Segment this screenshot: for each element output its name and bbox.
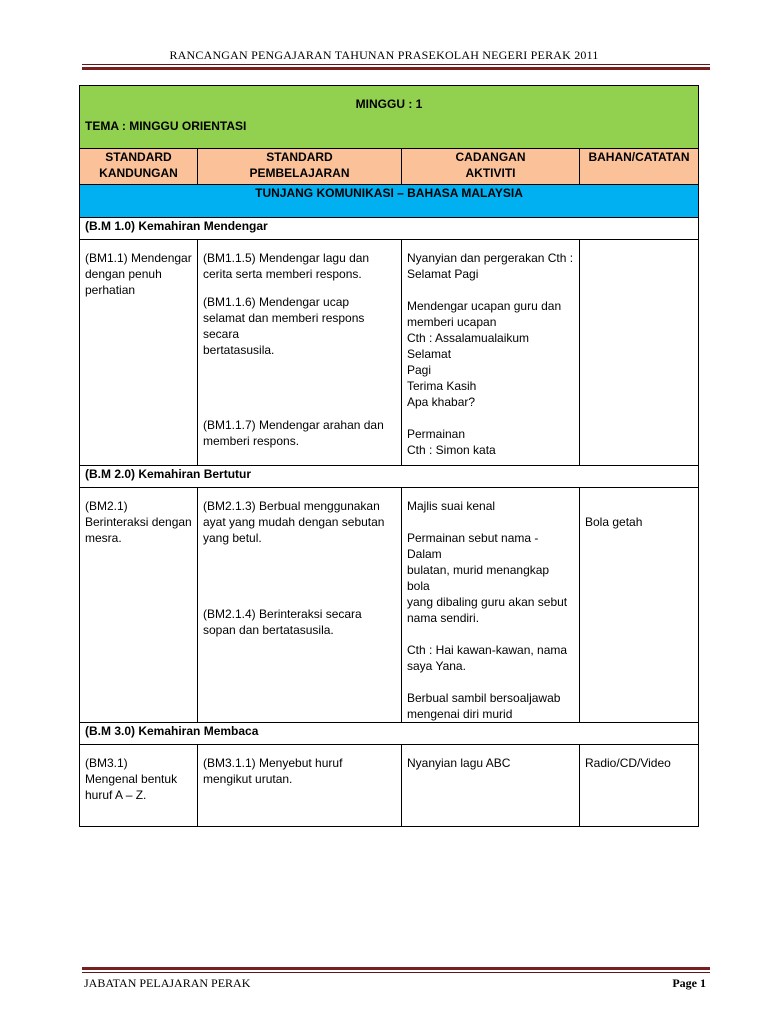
header-rule-thick: [82, 67, 710, 70]
aktiviti-cell: [402, 240, 580, 466]
bahan-text: Radio/CD/Video: [585, 756, 671, 770]
footer-page-number: Page 1: [672, 976, 706, 990]
aktiviti-cell: [402, 745, 580, 827]
week-cell: [80, 86, 699, 149]
pembelajaran-item: (BM2.1.4) Berinteraksi secara sopan dan bertatasusila.: [203, 607, 362, 637]
header-rule-thin: [82, 64, 710, 65]
skill-heading: (B.M 2.0) Kemahiran Bertutur: [80, 466, 699, 488]
content-row: [80, 240, 699, 466]
column-header-row: [80, 149, 699, 185]
aktiviti-item: Majlis suai kenal: [407, 499, 496, 513]
pembelajaran-cell: [198, 488, 402, 723]
week-row: [80, 86, 699, 149]
week-number: MINGGU : 1: [355, 97, 423, 111]
pembelajaran-item: (BM1.1.5) Mendengar lagu dan cerita serta memberi respons.: [203, 251, 370, 281]
pembelajaran-item: (BM2.1.3) Berbual menggunakan ayat yang mudah dengan sebutan yang betul.: [203, 499, 385, 545]
aktiviti-item: Permainan Cth : Simon kata: [407, 427, 496, 457]
kandungan-cell: (BM2.1) Berinteraksi dengan mesra.: [80, 488, 198, 723]
skill-heading-row: [80, 723, 699, 745]
aktiviti-item: Nyanyian dan pergerakan Cth : Selamat Pagi: [407, 251, 574, 281]
skill-heading: (B.M 3.0) Kemahiran Membaca: [80, 723, 699, 745]
bahan-text: Bola getah: [585, 515, 643, 529]
skill-heading-row: [80, 466, 699, 488]
aktiviti-item: Permainan sebut nama - Dalam bulatan, murid menangkap bola yang dibaling guru akan sebut nama sendiri.: [407, 531, 568, 625]
bahan-cell: [580, 745, 699, 827]
pembelajaran-item: (BM3.1.1) Menyebut huruf mengikut urutan.: [203, 756, 343, 786]
kandungan-cell: (BM1.1) Mendengar dengan penuh perhatian: [80, 240, 198, 466]
skill-heading-row: [80, 218, 699, 240]
content-row: [80, 745, 699, 827]
pembelajaran-cell: [198, 745, 402, 827]
pembelajaran-cell: [198, 240, 402, 466]
aktiviti-item: Mendengar ucapan guru dan memberi ucapan Cth : Assalamualaikum Selamat Pagi Terima Kasih Apa khabar?: [407, 299, 562, 409]
footer-rule-thin: [82, 972, 710, 973]
col-header-bahan-catatan: BAHAN/CATATAN: [580, 149, 699, 185]
col-header-standard-kandungan: STANDARD KANDUNGAN: [80, 149, 198, 185]
content-row: [80, 488, 699, 723]
aktiviti-cell: [402, 488, 580, 723]
skill-heading: (B.M 1.0) Kemahiran Mendengar: [80, 218, 699, 240]
col-header-cadangan-aktiviti: CADANGAN AKTIVITI: [402, 149, 580, 185]
lesson-plan-table: [79, 85, 699, 827]
theme-label: TEMA : MINGGU ORIENTASI: [85, 119, 247, 133]
footer-rule-thick: [82, 967, 710, 970]
kandungan-cell: (BM3.1) Mengenal bentuk huruf A – Z.: [80, 745, 198, 827]
tunjang-row: [80, 185, 699, 218]
tunjang-label: TUNJANG KOMUNIKASI – BAHASA MALAYSIA: [80, 185, 699, 218]
footer-department: JABATAN PELAJARAN PERAK: [84, 976, 251, 990]
bahan-cell: [580, 488, 699, 723]
pembelajaran-item: (BM1.1.6) Mendengar ucap selamat dan memberi respons secara bertatasusila.: [203, 295, 365, 357]
document-header-title: RANCANGAN PENGAJARAN TAHUNAN PRASEKOLAH NEGERI PERAK 2011: [169, 48, 599, 62]
bahan-cell: [580, 240, 699, 466]
aktiviti-item: Cth : Hai kawan-kawan, nama saya Yana.: [407, 643, 568, 673]
col-header-standard-pembelajaran: STANDARD PEMBELAJARAN: [198, 149, 402, 185]
pembelajaran-item: (BM1.1.7) Mendengar arahan dan memberi respons.: [203, 418, 384, 448]
aktiviti-item: Berbual sambil bersoaljawab mengenai diri murid: [407, 691, 561, 721]
aktiviti-item: Nyanyian lagu ABC: [407, 756, 511, 770]
